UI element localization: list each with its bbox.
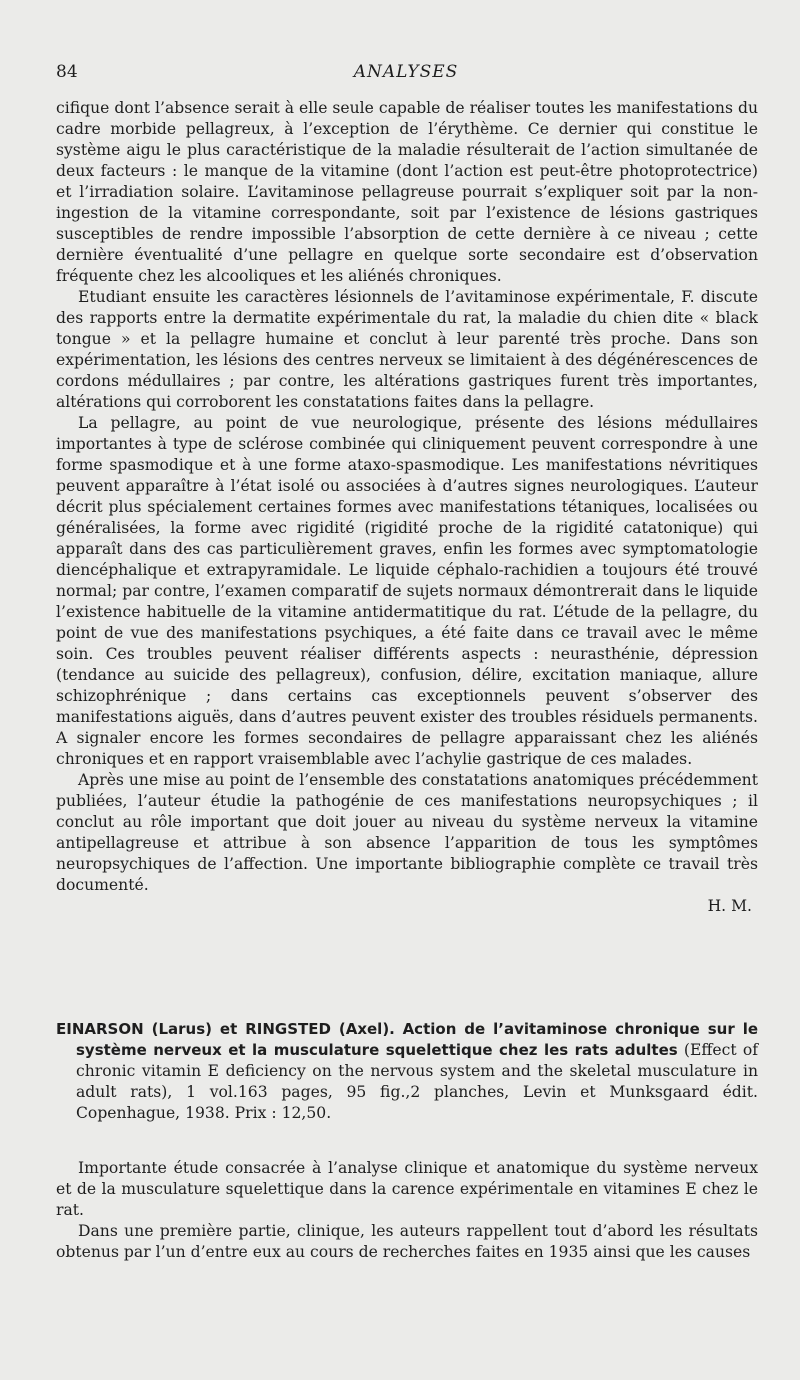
bibliographic-entry xyxy=(56,1019,758,1124)
paragraph: Etudiant ensuite les caractères lésionnels de l’avitaminose expérimentale, F. discute des rapports entre la dermatite expérimentale du rat, la maladie du chien dite « black tongue » et la pellagre humaine et conclut à leur parenté très proche. Dans son expérimentation, les lésions des centres nerveux se limitaient à des dégénérescences de cordons médullaires ; par contre, les altérations gastriques furent très importantes, altérations qui corroborent les constatations faites dans la pellagre. xyxy=(56,288,758,411)
page-number: 84 xyxy=(56,62,78,82)
review-pellagra xyxy=(56,98,758,917)
paragraph: cifique dont l’absence serait à elle seule capable de réaliser toutes les manifestations du cadre morbide pellagreux, à l’exception de l’érythème. Ce dernier qui constitue le système aigu le plus caractéristique de la maladie résulterait de l’action simultanée de deux facteurs : le manque de la vitamine (dont l’action est peut-être photoprotectrice) et l’irradiation solaire. L’avitaminose pellagreuse pourrait s’expliquer soit par la non-ingestion de la vitamine correspondante, soit par l’existence de lésions gastriques susceptibles de rendre impossible l’absorption de cette dernière à ce niveau ; cette dernière éventualité d’une pellagre en quelque sorte secondaire est d’observation fréquente chez les alcooliques et les aliénés chroniques. xyxy=(56,99,758,285)
paragraph: Dans une première partie, clinique, les auteurs rappellent tout d’abord les résultats obtenus par l’un d’entre eux au cours de recherches faites en 1935 ainsi que les causes xyxy=(56,1222,758,1261)
entry-title: Action de l’avitaminose chronique sur le système nerveux et la musculature squelettique chez les rats adultes xyxy=(76,1020,759,1059)
paragraph: Après une mise au point de l’ensemble des constatations anatomiques précédemment publiées, l’auteur étudie la pathogénie de ces manifestations neuropsychiques ; il conclut au rôle important que doit jouer au niveau du système nerveux la vitamine antipellagreuse et attribue à son absence l’apparition de tous les symptômes neuropsychiques de l’affection. Une importante bibliographie complète ce travail très documenté. xyxy=(56,771,758,894)
entry-heading xyxy=(56,1019,758,1124)
page-header xyxy=(56,62,756,86)
review-einarson xyxy=(56,1158,758,1263)
running-title: ANALYSES xyxy=(353,62,459,82)
paragraph: La pellagre, au point de vue neurologique, présente des lésions médullaires importantes à type de sclérose combinée qui cliniquement peuvent correspondre à une forme spasmodique et à une forme ataxo-spasmodique. Les manifestations névritiques peuvent apparaître à l’état isolé ou associées à d’autres signes neurologiques. L’auteur décrit plus spécialement certaines formes avec manifestations tétaniques, localisées ou généralisées, la forme avec rigidité (rigidité proche de la rigidité catatonique) qui apparaît dans des cas particulièrement graves, enfin les formes avec symptomatologie diencéphalique et extrapyramidale. Le liquide céphalo-rachidien a toujours été trouvé normal; par contre, l’examen comparatif de sujets normaux démontrerait dans le liquide l’existence habituelle de la vitamine antidermatitique du rat. L’étude de la pellagre, du point de vue des manifestations psychiques, a été faite dans ce travail avec le même soin. Ces troubles peuvent réaliser différents aspects : neurasthénie, dépression (tendance au suicide des pellagreux), confusion, délire, excitation maniaque, allure schizophrénique ; dans certains cas exceptionnels peuvent s’observer des manifestations aiguës, dans d’autres peuvent exister des troubles résiduels permanents. A signaler encore les formes secondaires de pellagre apparaissant chez les aliénés chroniques et en rapport vraisemblable avec l’achylie gastrique de ces malades. xyxy=(56,414,758,768)
entry-reference: (Effect of chronic vitamin E deficiency on the nervous system and the skeletal musculature in adult rats), 1 vol.163 pages, 95 fig.,2 planches, Levin et Munksgaard édit. Copenhague, 1938. Prix : 12,50. xyxy=(76,1041,758,1122)
entry-authors: EINARSON (Larus) et RINGSTED (Axel). xyxy=(56,1020,395,1038)
reviewer-signature: H. M. xyxy=(707,897,752,915)
paragraph: Importante étude consacrée à l’analyse clinique et anatomique du système nerveux et de la musculature squelettique dans la carence expérimentale en vitamines E chez le rat. xyxy=(56,1159,758,1219)
